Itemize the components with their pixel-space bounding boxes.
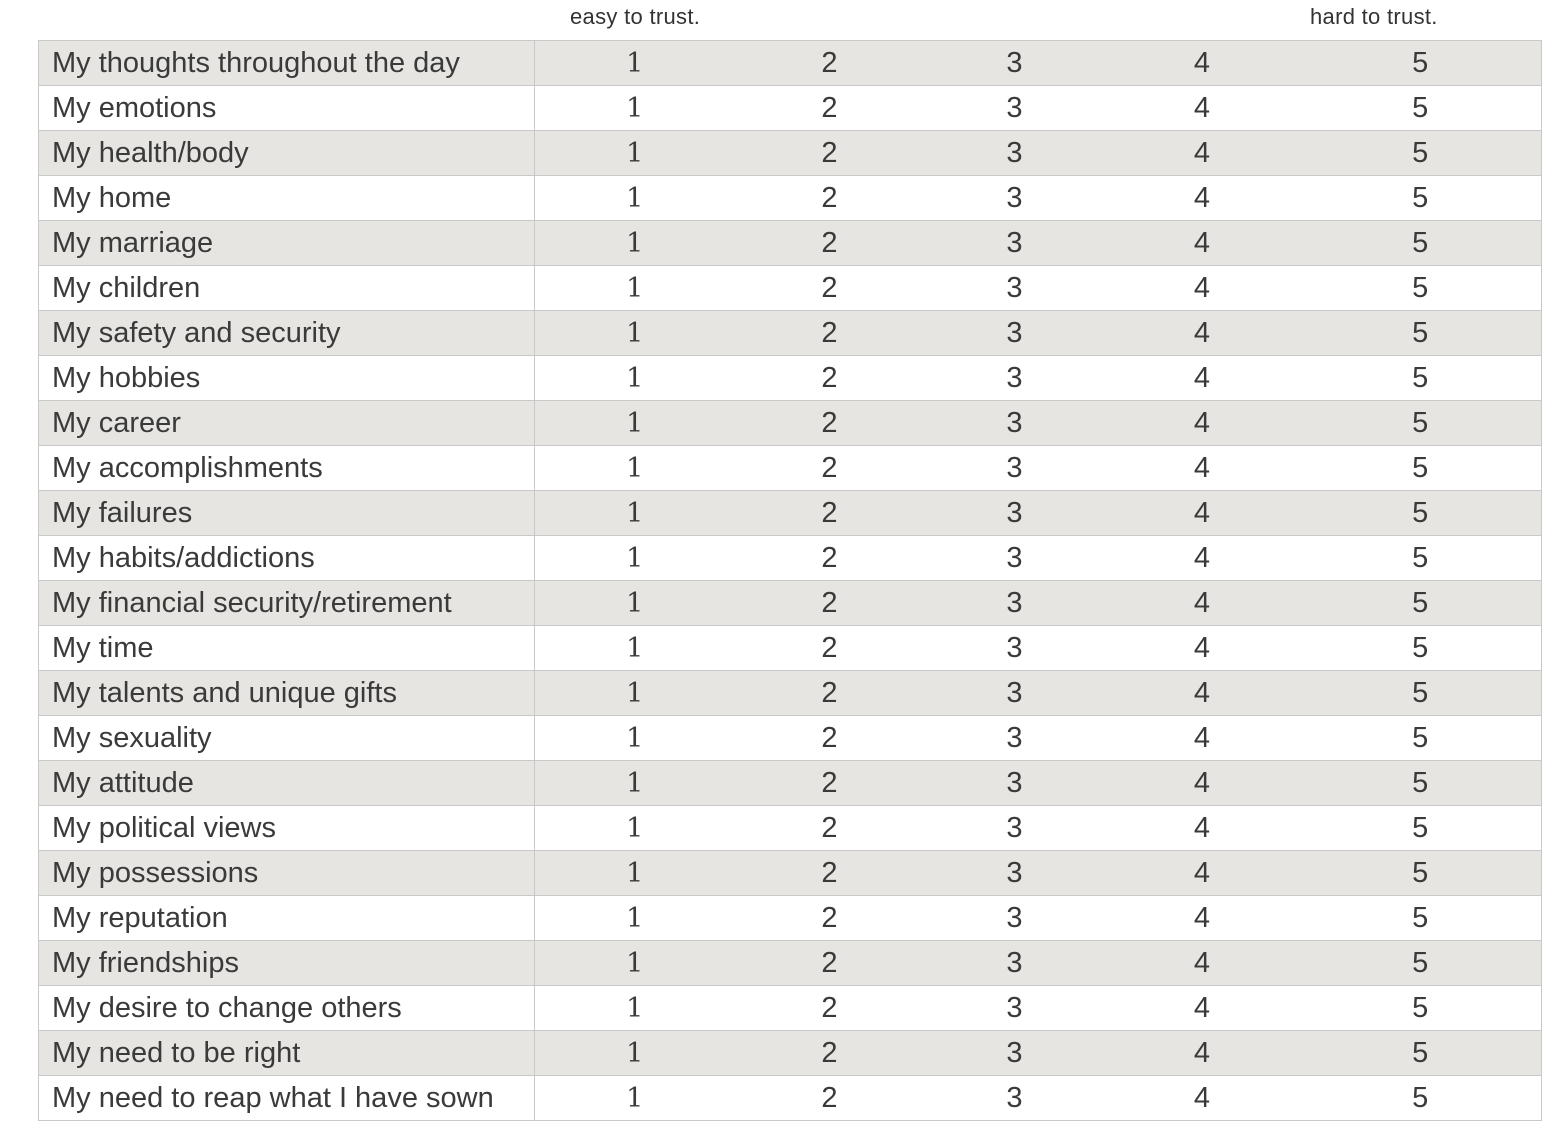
rating-option-1[interactable]: 1: [535, 401, 735, 446]
rating-option-4[interactable]: 4: [1105, 851, 1300, 896]
rating-option-1[interactable]: 1: [535, 671, 735, 716]
rating-option-3[interactable]: 3: [925, 176, 1105, 221]
rating-option-1[interactable]: 1: [535, 311, 735, 356]
rating-option-4[interactable]: 4: [1105, 221, 1300, 266]
table-row: [39, 941, 1542, 986]
rating-option-2[interactable]: 2: [735, 176, 925, 221]
rating-option-1[interactable]: 1: [535, 176, 735, 221]
rating-option-1[interactable]: 1: [535, 716, 735, 761]
rating-option-5[interactable]: 5: [1300, 176, 1542, 221]
item-label: My health/body: [39, 131, 535, 176]
rating-option-1[interactable]: 1: [535, 1076, 735, 1121]
rating-option-4[interactable]: 4: [1105, 356, 1300, 401]
scale-low-label: easy to trust.: [570, 4, 701, 29]
table-row: [39, 671, 1542, 716]
rating-option-3[interactable]: 3: [925, 851, 1105, 896]
table-row: [39, 311, 1542, 356]
rating-option-4[interactable]: 4: [1105, 626, 1300, 671]
item-label: My desire to change others: [39, 986, 535, 1031]
rating-option-2[interactable]: 2: [735, 41, 925, 86]
rating-option-5[interactable]: 5: [1300, 41, 1542, 86]
rating-option-4[interactable]: 4: [1105, 536, 1300, 581]
rating-option-1[interactable]: 1: [535, 86, 735, 131]
table-row: [39, 1076, 1542, 1121]
rating-option-4[interactable]: 4: [1105, 491, 1300, 536]
rating-option-4[interactable]: 4: [1105, 176, 1300, 221]
rating-option-4[interactable]: 4: [1105, 581, 1300, 626]
rating-option-2[interactable]: 2: [735, 626, 925, 671]
rating-option-3[interactable]: 3: [925, 446, 1105, 491]
rating-option-1[interactable]: 1: [535, 356, 735, 401]
item-label: My emotions: [39, 86, 535, 131]
table-row: [39, 1031, 1542, 1076]
rating-option-2[interactable]: 2: [735, 986, 925, 1031]
table-row: [39, 536, 1542, 581]
rating-option-5[interactable]: 5: [1300, 311, 1542, 356]
table-row: [39, 626, 1542, 671]
rating-option-1[interactable]: 1: [535, 41, 735, 86]
rating-option-3[interactable]: 3: [925, 266, 1105, 311]
rating-option-5[interactable]: 5: [1300, 221, 1542, 266]
rating-option-5[interactable]: 5: [1300, 1031, 1542, 1076]
rating-option-2[interactable]: 2: [735, 86, 925, 131]
rating-option-3[interactable]: 3: [925, 941, 1105, 986]
rating-option-5[interactable]: 5: [1300, 266, 1542, 311]
rating-option-5[interactable]: 5: [1300, 446, 1542, 491]
rating-option-1[interactable]: 1: [535, 806, 735, 851]
item-label: My talents and unique gifts: [39, 671, 535, 716]
rating-option-4[interactable]: 4: [1105, 806, 1300, 851]
item-label: My thoughts throughout the day: [39, 41, 535, 86]
item-label: My political views: [39, 806, 535, 851]
rating-option-3[interactable]: 3: [925, 1076, 1105, 1121]
table-row: [39, 176, 1542, 221]
rating-option-3[interactable]: 3: [925, 536, 1105, 581]
table-row: [39, 401, 1542, 446]
rating-option-4[interactable]: 4: [1105, 131, 1300, 176]
rating-option-2[interactable]: 2: [735, 536, 925, 581]
rating-option-3[interactable]: 3: [925, 671, 1105, 716]
trust-rating-table: [38, 40, 1542, 1121]
table-row: [39, 986, 1542, 1031]
rating-option-2[interactable]: 2: [735, 896, 925, 941]
rating-option-4[interactable]: 4: [1105, 266, 1300, 311]
rating-option-3[interactable]: 3: [925, 896, 1105, 941]
item-label: My career: [39, 401, 535, 446]
scale-high-label: hard to trust.: [1310, 4, 1438, 29]
rating-option-2[interactable]: 2: [735, 356, 925, 401]
rating-option-4[interactable]: 4: [1105, 716, 1300, 761]
table-row: [39, 851, 1542, 896]
rating-option-2[interactable]: 2: [735, 266, 925, 311]
rating-option-2[interactable]: 2: [735, 1031, 925, 1076]
rating-option-2[interactable]: 2: [735, 851, 925, 896]
rating-option-5[interactable]: 5: [1300, 671, 1542, 716]
rating-option-1[interactable]: 1: [535, 536, 735, 581]
rating-option-3[interactable]: 3: [925, 131, 1105, 176]
item-label: My failures: [39, 491, 535, 536]
rating-option-1[interactable]: 1: [535, 986, 735, 1031]
rating-option-3[interactable]: 3: [925, 806, 1105, 851]
rating-option-2[interactable]: 2: [735, 716, 925, 761]
rating-option-1[interactable]: 1: [535, 491, 735, 536]
item-label: My friendships: [39, 941, 535, 986]
rating-option-5[interactable]: 5: [1300, 941, 1542, 986]
item-label: My home: [39, 176, 535, 221]
table-row: [39, 356, 1542, 401]
rating-option-4[interactable]: 4: [1105, 86, 1300, 131]
item-label: My financial security/retirement: [39, 581, 535, 626]
rating-option-1[interactable]: 1: [535, 266, 735, 311]
rating-option-3[interactable]: 3: [925, 491, 1105, 536]
rating-option-5[interactable]: 5: [1300, 851, 1542, 896]
rating-option-4[interactable]: 4: [1105, 1031, 1300, 1076]
rating-option-5[interactable]: 5: [1300, 356, 1542, 401]
table-row: [39, 581, 1542, 626]
rating-option-2[interactable]: 2: [735, 761, 925, 806]
rating-option-3[interactable]: 3: [925, 86, 1105, 131]
table-row: [39, 41, 1542, 86]
rating-option-1[interactable]: 1: [535, 1031, 735, 1076]
rating-option-4[interactable]: 4: [1105, 941, 1300, 986]
table-row: [39, 446, 1542, 491]
table-row: [39, 221, 1542, 266]
rating-option-5[interactable]: 5: [1300, 401, 1542, 446]
rating-option-4[interactable]: 4: [1105, 41, 1300, 86]
item-label: My accomplishments: [39, 446, 535, 491]
rating-option-5[interactable]: 5: [1300, 1076, 1542, 1121]
rating-option-3[interactable]: 3: [925, 356, 1105, 401]
rating-option-1[interactable]: 1: [535, 131, 735, 176]
rating-option-5[interactable]: 5: [1300, 86, 1542, 131]
rating-option-1[interactable]: 1: [535, 626, 735, 671]
rating-option-5[interactable]: 5: [1300, 536, 1542, 581]
item-label: My sexuality: [39, 716, 535, 761]
table-row: [39, 896, 1542, 941]
item-label: My hobbies: [39, 356, 535, 401]
item-label: My reputation: [39, 896, 535, 941]
rating-option-5[interactable]: 5: [1300, 716, 1542, 761]
rating-option-4[interactable]: 4: [1105, 896, 1300, 941]
rating-option-2[interactable]: 2: [735, 941, 925, 986]
rating-option-3[interactable]: 3: [925, 401, 1105, 446]
rating-option-4[interactable]: 4: [1105, 986, 1300, 1031]
rating-option-4[interactable]: 4: [1105, 311, 1300, 356]
rating-option-2[interactable]: 2: [735, 491, 925, 536]
rating-option-2[interactable]: 2: [735, 1076, 925, 1121]
table-row: [39, 716, 1542, 761]
rating-option-2[interactable]: 2: [735, 401, 925, 446]
rating-option-2[interactable]: 2: [735, 131, 925, 176]
rating-option-1[interactable]: 1: [535, 221, 735, 266]
rating-option-1[interactable]: 1: [535, 581, 735, 626]
rating-option-5[interactable]: 5: [1300, 761, 1542, 806]
item-label: My time: [39, 626, 535, 671]
rating-option-3[interactable]: 3: [925, 986, 1105, 1031]
rating-option-5[interactable]: 5: [1300, 896, 1542, 941]
rating-option-2[interactable]: 2: [735, 446, 925, 491]
rating-option-5[interactable]: 5: [1300, 581, 1542, 626]
rating-option-2[interactable]: 2: [735, 671, 925, 716]
item-label: My possessions: [39, 851, 535, 896]
table-row: [39, 491, 1542, 536]
table-row: [39, 266, 1542, 311]
rating-option-3[interactable]: 3: [925, 581, 1105, 626]
rating-option-4[interactable]: 4: [1105, 761, 1300, 806]
rating-option-5[interactable]: 5: [1300, 806, 1542, 851]
item-label: My need to reap what I have sown: [39, 1076, 535, 1121]
rating-option-1[interactable]: 1: [535, 896, 735, 941]
table-row: [39, 86, 1542, 131]
rating-option-4[interactable]: 4: [1105, 1076, 1300, 1121]
rating-option-2[interactable]: 2: [735, 311, 925, 356]
rating-option-5[interactable]: 5: [1300, 491, 1542, 536]
rating-option-3[interactable]: 3: [925, 1031, 1105, 1076]
rating-option-5[interactable]: 5: [1300, 131, 1542, 176]
rating-option-4[interactable]: 4: [1105, 671, 1300, 716]
item-label: My safety and security: [39, 311, 535, 356]
rating-option-5[interactable]: 5: [1300, 626, 1542, 671]
rating-option-5[interactable]: 5: [1300, 986, 1542, 1031]
rating-option-1[interactable]: 1: [535, 761, 735, 806]
rating-option-3[interactable]: 3: [925, 221, 1105, 266]
rating-option-3[interactable]: 3: [925, 761, 1105, 806]
rating-option-1[interactable]: 1: [535, 851, 735, 896]
rating-option-2[interactable]: 2: [735, 221, 925, 266]
item-label: My habits/addictions: [39, 536, 535, 581]
rating-option-3[interactable]: 3: [925, 626, 1105, 671]
rating-option-1[interactable]: 1: [535, 941, 735, 986]
table-row: [39, 131, 1542, 176]
rating-option-2[interactable]: 2: [735, 806, 925, 851]
item-label: My children: [39, 266, 535, 311]
rating-option-3[interactable]: 3: [925, 41, 1105, 86]
item-label: My need to be right: [39, 1031, 535, 1076]
table-row: [39, 806, 1542, 851]
table-row: [39, 761, 1542, 806]
rating-option-3[interactable]: 3: [925, 716, 1105, 761]
rating-option-2[interactable]: 2: [735, 581, 925, 626]
rating-option-1[interactable]: 1: [535, 446, 735, 491]
rating-option-4[interactable]: 4: [1105, 446, 1300, 491]
item-label: My attitude: [39, 761, 535, 806]
rating-option-3[interactable]: 3: [925, 311, 1105, 356]
rating-option-4[interactable]: 4: [1105, 401, 1300, 446]
item-label: My marriage: [39, 221, 535, 266]
